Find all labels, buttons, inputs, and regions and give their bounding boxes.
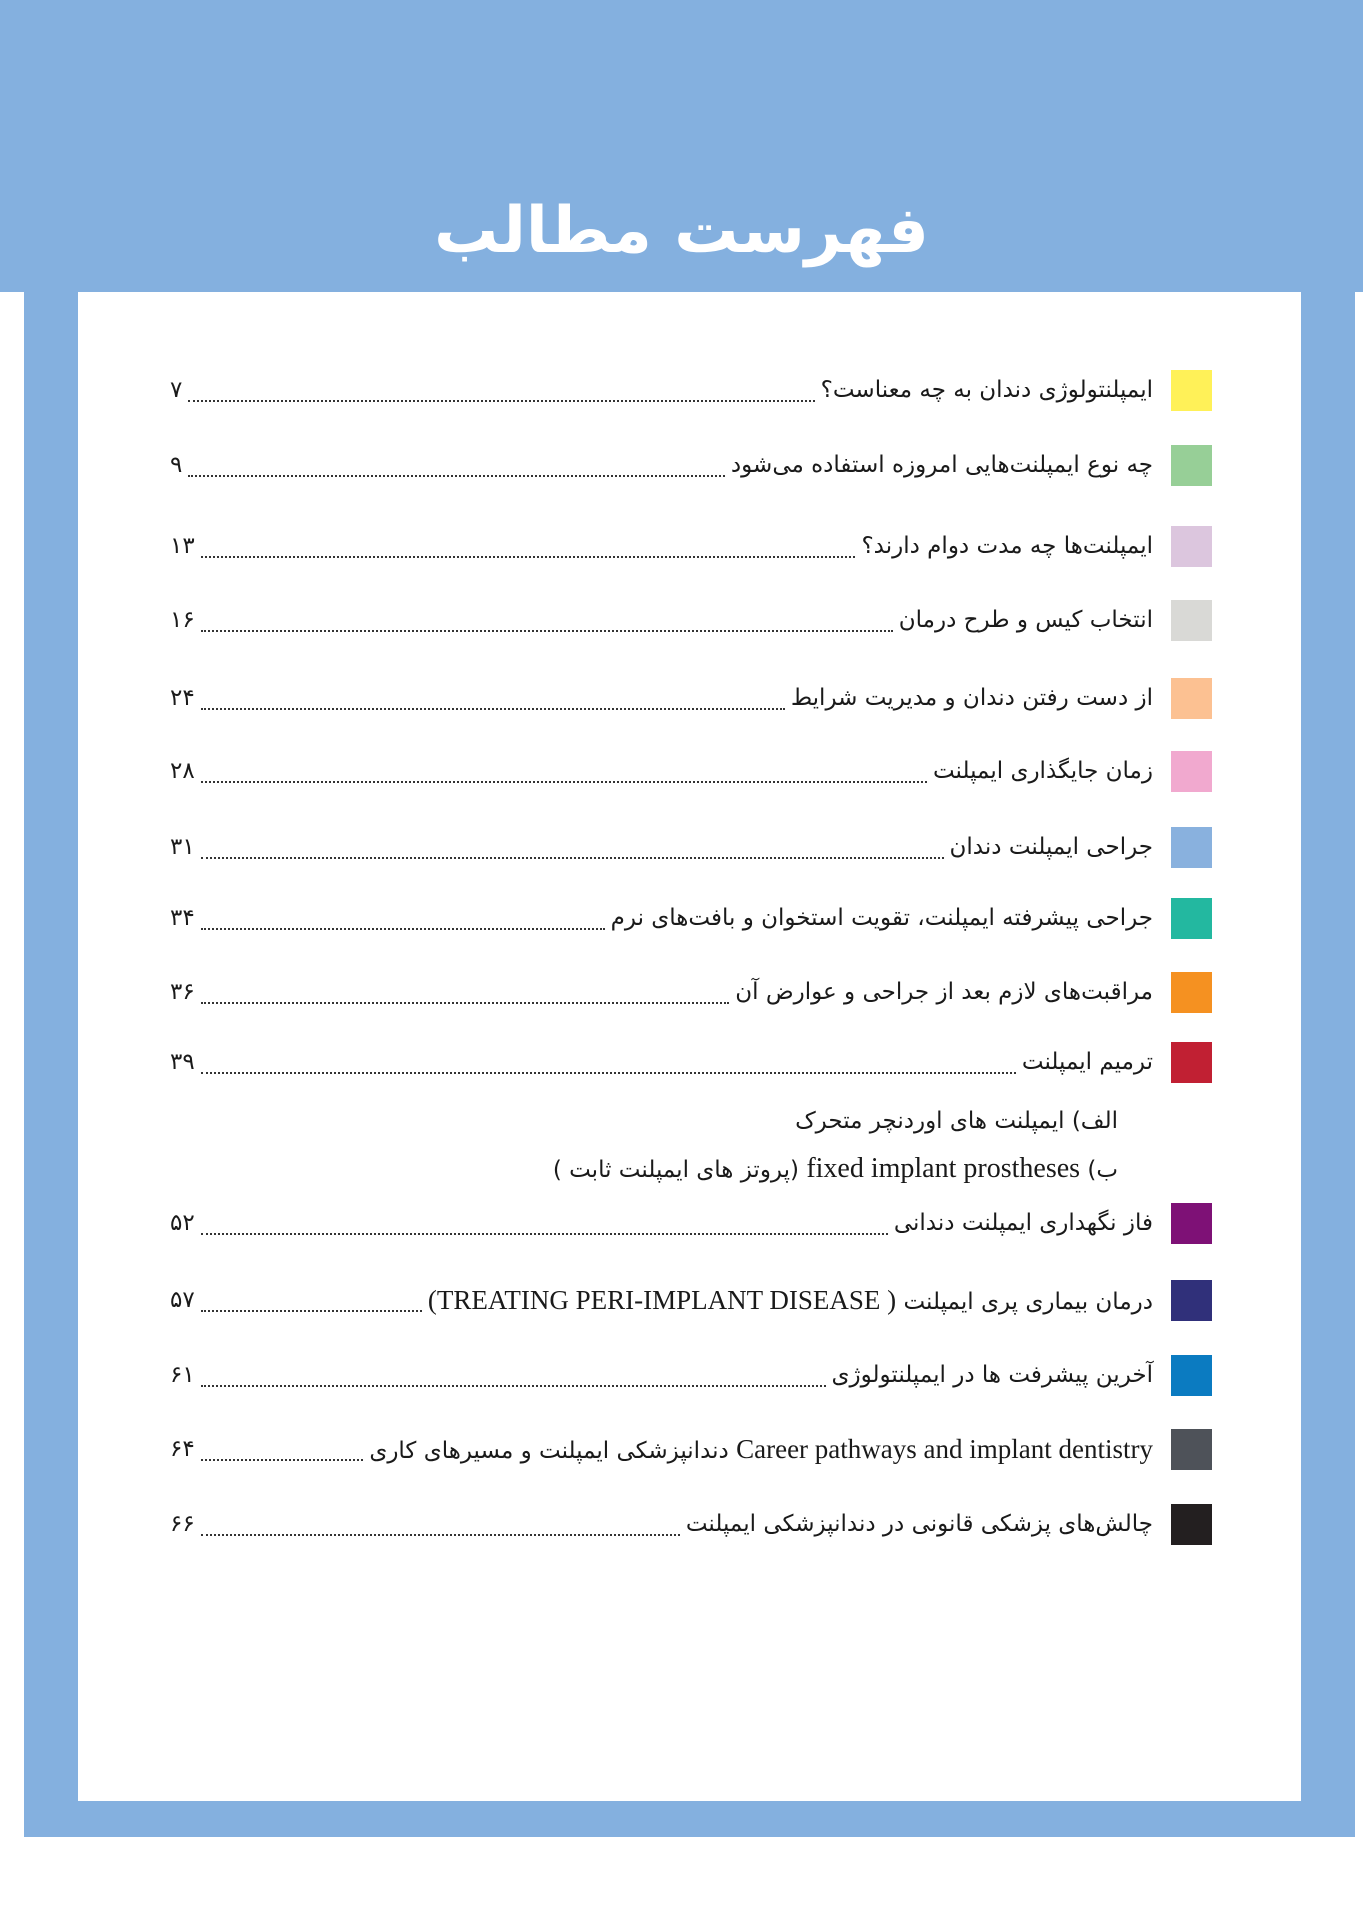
toc-entry[interactable]	[170, 676, 1212, 720]
entry-title: فاز نگهداری ایمپلنت دندانی	[893, 1210, 1153, 1236]
page-number: ۹	[170, 452, 183, 478]
page-number: ۱۳	[170, 533, 195, 559]
entry-title: ایمپلنتولوژی دندان به چه معناست؟	[820, 377, 1153, 403]
toc-entry[interactable]	[170, 1427, 1212, 1471]
page-number: ۳۹	[170, 1049, 195, 1075]
color-swatch	[1171, 1203, 1212, 1244]
toc-entry[interactable]	[170, 1502, 1212, 1546]
toc-entry[interactable]	[170, 749, 1212, 793]
entry-title: انتخاب کیس و طرح درمان	[898, 607, 1153, 633]
entry-title: زمان جایگذاری ایمپلنت	[932, 758, 1153, 784]
dot-leader	[201, 1072, 1016, 1074]
dot-leader	[201, 1534, 680, 1536]
entry-title: ایمپلنت‌ها چه مدت دوام دارند؟	[861, 533, 1153, 559]
sub-item-suffix: (پروتز های ایمپلنت ثابت )	[552, 1157, 799, 1183]
entry-title: از دست رفتن دندان و مدیریت شرایط	[790, 685, 1153, 711]
dot-leader	[201, 630, 893, 632]
color-swatch	[1171, 678, 1212, 719]
toc-entry[interactable]	[170, 1201, 1212, 1245]
page-number: ۵۷	[170, 1287, 195, 1313]
color-swatch	[1171, 827, 1212, 868]
color-swatch	[1171, 600, 1212, 641]
dot-leader	[201, 708, 785, 710]
page-number: ۳۱	[170, 834, 195, 860]
page-number: ۲۸	[170, 758, 195, 784]
color-swatch	[1171, 751, 1212, 792]
toc-entry[interactable]	[170, 1353, 1212, 1397]
toc-entry[interactable]	[170, 598, 1212, 642]
entry-title: مراقبت‌های لازم بعد از جراحی و عوارض آن	[735, 979, 1153, 1005]
sub-item-text: الف) ایمپلنت های اوردنچر متحرک	[795, 1108, 1118, 1134]
entry-title: چالش‌های پزشکی قانونی در دندانپزشکی ایمپلنت	[685, 1511, 1153, 1537]
entry-title-en: ( TREATING PERI-IMPLANT DISEASE)	[427, 1284, 897, 1315]
entry-title-fa: درمان بیماری پری ایمپلنت	[903, 1288, 1153, 1315]
entry-title: آخرین پیشرفت ها در ایمپلنتولوژی	[831, 1362, 1153, 1388]
dot-leader	[201, 1310, 422, 1312]
dot-leader	[188, 400, 814, 402]
page-number: ۷	[170, 377, 183, 403]
dot-leader	[201, 1459, 364, 1461]
dot-leader	[201, 857, 944, 859]
color-swatch	[1171, 1429, 1212, 1470]
toc-entry[interactable]	[170, 443, 1212, 487]
entry-title	[428, 1285, 1153, 1316]
toc-entry[interactable]	[170, 1040, 1212, 1084]
entry-title: جراحی ایمپلنت دندان	[949, 834, 1153, 860]
page-number: ۲۴	[170, 685, 195, 711]
color-swatch	[1171, 972, 1212, 1013]
toc-entry[interactable]	[170, 896, 1212, 940]
toc-entry[interactable]	[170, 524, 1212, 568]
toc-entry[interactable]	[170, 1278, 1212, 1322]
sub-item-prefix: ب)	[1087, 1157, 1118, 1183]
sub-item-english: fixed implant prostheses	[806, 1153, 1081, 1184]
color-swatch	[1171, 1504, 1212, 1545]
color-swatch	[1171, 1355, 1212, 1396]
dot-leader	[201, 1385, 826, 1387]
entry-title: ترمیم ایمپلنت	[1021, 1049, 1153, 1075]
entry-title: جراحی پیشرفته ایمپلنت، تقویت استخوان و بافت‌های نرم	[610, 905, 1153, 931]
page-number: ۱۶	[170, 607, 195, 633]
dot-leader	[201, 1002, 730, 1004]
color-swatch	[1171, 370, 1212, 411]
entry-title	[369, 1434, 1153, 1465]
color-swatch	[1171, 1042, 1212, 1083]
page-number: ۵۲	[170, 1210, 195, 1236]
toc-entry[interactable]	[170, 825, 1212, 869]
toc-entry[interactable]	[170, 970, 1212, 1014]
page-number: ۶۴	[170, 1436, 195, 1462]
dot-leader	[201, 928, 605, 930]
page-number: ۶۱	[170, 1362, 195, 1388]
page-number: ۳۶	[170, 979, 195, 1005]
dot-leader	[201, 556, 856, 558]
color-swatch	[1171, 1280, 1212, 1321]
entry-title: چه نوع ایمپلنت‌هایی امروزه استفاده می‌شود	[730, 452, 1153, 478]
page-number: ۳۴	[170, 905, 195, 931]
dot-leader	[201, 1233, 888, 1235]
color-swatch	[1171, 526, 1212, 567]
sub-item-fixed[interactable]	[300, 1153, 1118, 1185]
color-swatch	[1171, 445, 1212, 486]
entry-title-en: Career pathways and implant dentistry	[736, 1433, 1153, 1464]
dot-leader	[201, 781, 927, 783]
sub-item-removable[interactable]	[300, 1108, 1118, 1134]
page-number: ۶۶	[170, 1511, 195, 1537]
dot-leader	[188, 475, 725, 477]
color-swatch	[1171, 898, 1212, 939]
page-title: فهرست مطالب	[434, 194, 929, 268]
toc-entry[interactable]	[170, 368, 1212, 412]
entry-title-fa: دندانپزشکی ایمپلنت و مسیرهای کاری	[369, 1437, 729, 1464]
